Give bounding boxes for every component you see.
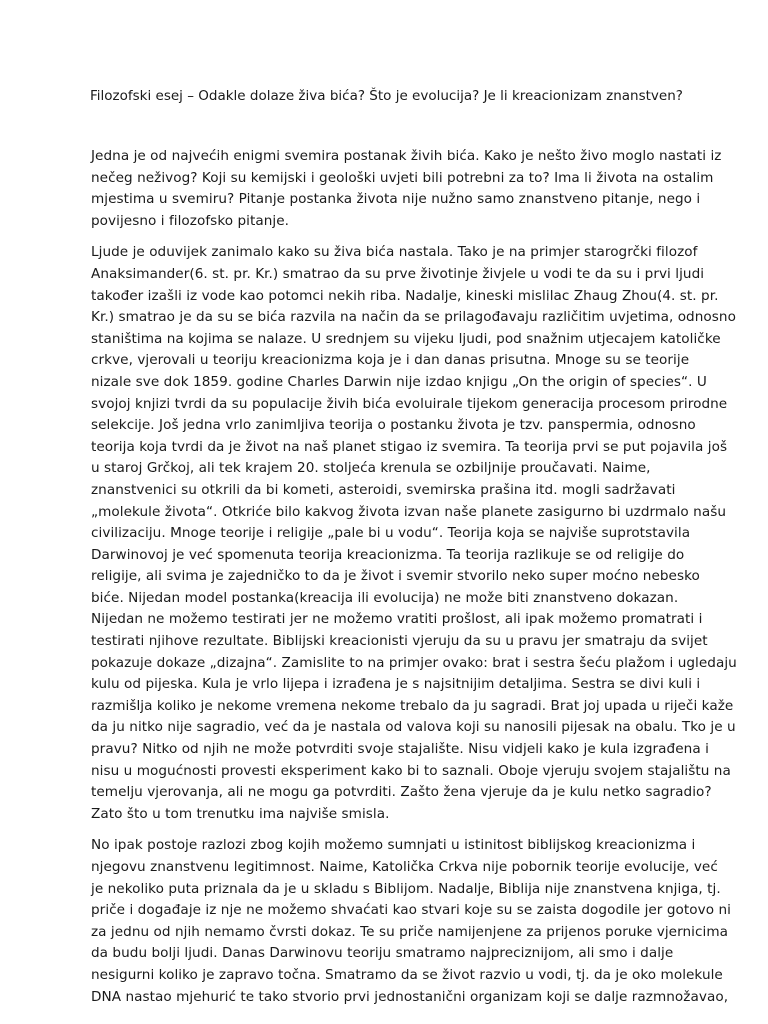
text-line: religije, ali svima je zajedničko to da je život i svemir stvorilo neko super moćno nebesko xyxy=(91,568,700,585)
paragraph xyxy=(91,835,731,1008)
text-line: razmišlja koliko je nekome vremena nekome trebalo da ju sagradi. Brat joj upada u riječi kaže xyxy=(91,697,734,714)
text-line: svojoj knjizi tvrdi da su populacije živih bića evoluirale tijekom generacija procesom prirodne xyxy=(91,395,728,412)
text-line: Ljude je oduvijek zanimalo kako su živa bića nastala. Tako je na primjer starogrčki filozof xyxy=(91,244,698,261)
text-line: u staroj Grčkoj, ali tek krajem 20. stoljeća krenula se ozbiljnije proučavati. Naime, xyxy=(91,460,651,477)
text-line: povijesno i filozofsko pitanje. xyxy=(91,212,290,229)
text-line: nesigurni koliko je zapravo točna. Smatramo da se život razvio u vodi, tj. da je oko molekule xyxy=(91,966,723,983)
text-line: temelju vjerovanja, ali ne mogu ga potvrditi. Zašto žena vjeruje da je kulu netko sagradio? xyxy=(91,784,712,801)
text-line: priče i događaje iz nje ne možemo shvaćati kao stvari koje su se zaista dogodile jer gotovo ni xyxy=(91,902,731,919)
text-line: biće. Nijedan model postanka(kreacija ili evolucija) ne može biti znanstveno dokazan. xyxy=(91,589,679,606)
text-line: testirati njihove rezultate. Biblijski kreacionisti vjeruju da su u pravu jer smatraju da svijet xyxy=(91,633,708,650)
text-line: Nijedan ne možemo testirati jer ne možemo vratiti prošlost, ali ipak možemo promatrati i xyxy=(91,611,703,628)
text-line: selekcije. Još jedna vrlo zanimljiva teorija o postanku života je tzv. panspermia, odnosno xyxy=(91,417,696,434)
text-line: je nekoliko puta priznala da je u skladu s Biblijom. Nadalje, Biblija nije znanstvena knjiga, tj. xyxy=(91,880,721,897)
text-line: staništima na kojima se nalaze. U srednjem su vijeku ljudi, pod snažnim utjecajem katoličke xyxy=(91,330,721,347)
text-line: za jednu od njih nemamo čvrsti dokaz. Te su priče namijenjene za prijenos poruke vjernicima xyxy=(91,923,729,940)
text-line: mjestima u svemiru? Pitanje postanka života nije nužno samo znanstveno pitanje, nego i xyxy=(91,191,701,208)
text-line: nečeg neživog? Koji su kemijski i geološki uvjeti bili potrebni za to? Ima li života na ostalim xyxy=(91,169,714,186)
paragraph xyxy=(91,146,722,232)
text-line: crkve, vjerovali u teoriju kreacionizma koja je i dan danas prisutna. Mnoge su se teorije xyxy=(91,352,690,369)
text-line: Jedna je od najvećih enigmi svemira postanak živih bića. Kako je nešto živo moglo nastati iz xyxy=(91,148,722,164)
text-line: kulu od pijeska. Kula je vrlo lijepa i izrađena je s najsitnijim detaljima. Sestra se divi kuli i xyxy=(91,676,701,693)
text-line: također izašli iz vode kao potomci nekih riba. Nadalje, kineski mislilac Zhaug Zhou(4. st. pr. xyxy=(91,287,719,304)
text-line: „molekule života“. Otkriće bilo kakvog života izvan naše planete zasigurno bi uzdrmalo našu xyxy=(91,503,727,520)
text-line: pravu? Nitko od njih ne može potvrditi svoje stajalište. Nisu vidjeli kako je kula izgrađena i xyxy=(91,741,709,758)
paragraph xyxy=(91,242,737,825)
document-body xyxy=(91,146,737,1018)
text-line: nizale sve dok 1859. godine Charles Darwin nije izdao knjigu „On the origin of species“. U xyxy=(91,373,707,390)
text-line: Kr.) smatrao je da su se bića razvila na način da se prilagođavaju različitim uvjetima, odnosno xyxy=(91,309,736,326)
text-line: teorija koja tvrdi da je život na naš planet stigao iz svemira. Ta teorija prvi se put pojavila još xyxy=(91,438,728,455)
document-title: Filozofski esej – Odakle dolaze živa bića? Što je evolucija? Je li kreacionizam znanstven? xyxy=(90,88,683,104)
text-line: No ipak postoje razlozi zbog kojih možemo sumnjati u istinitost biblijskog kreacionizma i xyxy=(91,837,696,854)
text-line: nisu u mogućnosti provesti eksperiment kako bi to saznali. Oboje vjeruju svojem stajalištu na xyxy=(91,762,731,779)
text-line: Anaksimander(6. st. pr. Kr.) smatrao da su prve životinje živjele u vodi te da su i prvi ljudi xyxy=(91,265,705,282)
text-line: Zato što u tom trenutku ima najviše smisla. xyxy=(91,805,390,822)
text-line: da budu bolji ljudi. Danas Darwinovu teoriju smatramo najpreciznijom, ali smo i dalje xyxy=(91,945,674,962)
text-line: Darwinovoj je već spomenuta teorija kreacionizma. Ta teorija razlikuje se od religije do xyxy=(91,546,685,563)
text-line: njegovu znanstvenu legitimnost. Naime, Katolička Crkva nije pobornik teorije evolucije, već xyxy=(91,859,718,875)
text-line: DNA nastao mjehurić te tako stvorio prvi jednostanični organizam koji se dalje razmnožavao, xyxy=(91,988,729,1005)
text-line: civilizaciju. Mnoge teorije i religije „pale bi u vodu“. Teorija koja se najviše suprotstavila xyxy=(91,525,691,542)
text-line: da ju nitko nije sagradio, već da je nastala od valova koji su nanosili pijesak na obalu. Tko je u xyxy=(91,719,736,736)
text-line: pokazuje dokaze „dizajna“. Zamislite to na primjer ovako: brat i sestra šeću plažom i ugledaju xyxy=(91,654,737,671)
text-line: znanstvenici su otkrili da bi kometi, asteroidi, svemirska prašina itd. mogli sadržavati xyxy=(91,481,676,498)
